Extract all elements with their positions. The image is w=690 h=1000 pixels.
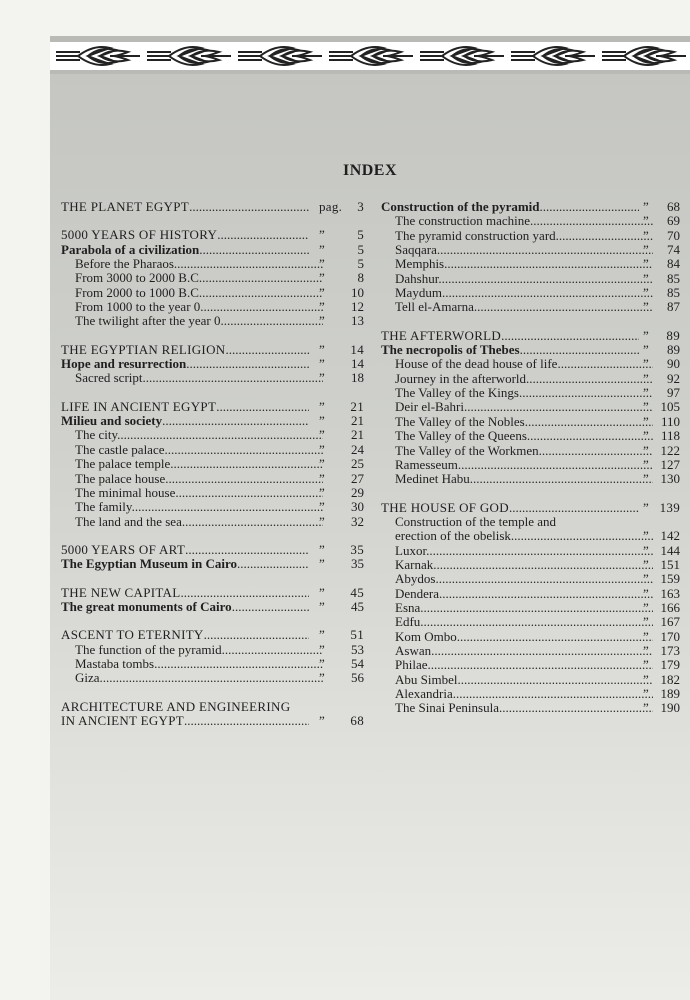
entry-page-number: 14 [350, 341, 364, 357]
index-entry [61, 643, 364, 657]
index-entry [61, 257, 364, 271]
entry-ditto-mark: ” [319, 513, 325, 529]
entry-page-number: 130 [660, 471, 680, 487]
index-entry [381, 587, 680, 601]
entry-title: Dahshur ..... [381, 272, 653, 286]
entry-title: Philae ..... [381, 658, 653, 672]
entry-title: The great monuments of Cairo ..... [61, 600, 309, 614]
entry-page-number: 189 [660, 686, 680, 701]
entry-page-number: 21 [351, 427, 364, 443]
index-entry [61, 343, 364, 357]
entry-title: The twilight after the year 0 ..... [61, 314, 323, 328]
entry-ditto-mark: ” [319, 227, 326, 243]
entry-page-number: 35 [351, 556, 364, 572]
index-entry [381, 472, 680, 486]
entry-title: IN ANCIENT EGYPT ..... [61, 714, 309, 728]
entry-page-number: 89 [667, 342, 680, 358]
entry-page-number: 53 [351, 641, 364, 657]
entry-ditto-mark: ” [319, 341, 326, 357]
entry-ditto-mark: ” [319, 398, 326, 414]
entry-page-number: 118 [660, 428, 680, 444]
entry-ditto-mark: ” [643, 385, 649, 401]
index-entry [381, 243, 680, 257]
entry-title: From 3000 to 2000 B.C ..... [61, 271, 323, 285]
entry-ditto-mark: ” [319, 427, 325, 443]
entry-title: From 1000 to the year 0 ..... [61, 300, 323, 314]
entry-ditto-mark: ” [643, 299, 649, 315]
entry-title: Deir el-Bahri ..... [381, 400, 653, 414]
entry-ditto-mark: ” [319, 313, 325, 329]
entry-page-number: 85 [667, 270, 680, 286]
entry-page-number: 24 [351, 441, 364, 457]
index-entry [61, 457, 364, 471]
entry-page-number: 21 [351, 413, 364, 429]
index-entry [61, 428, 364, 442]
entry-ditto-mark: ” [643, 542, 649, 558]
entry-page-number: 51 [350, 627, 364, 643]
index-entry [61, 500, 364, 514]
index-entry [61, 515, 364, 529]
entry-page-number: 35 [350, 541, 364, 557]
entry-title: Luxor ..... [381, 544, 653, 558]
entry-page-number: 69 [667, 213, 680, 229]
entry-title: Alexandria ..... [381, 687, 653, 701]
index-entry [61, 414, 364, 428]
index-entry [61, 443, 364, 457]
wheat-ornament-icon [50, 42, 690, 70]
index-entry [61, 600, 364, 614]
decorative-border-band [50, 36, 690, 74]
entry-title: Edfu ..... [381, 615, 653, 629]
index-entry [381, 300, 680, 314]
entry-ditto-mark: ” [643, 399, 649, 415]
entry-ditto-mark: ” [643, 413, 649, 429]
entry-title: THE EGYPTIAN RELIGION ..... [61, 343, 309, 357]
entry-title: Tell el-Amarna ..... [381, 300, 653, 314]
entry-page-number: 166 [660, 599, 680, 615]
entry-page-number: 5 [357, 241, 364, 257]
entry-ditto-mark: ” [319, 470, 325, 486]
entry-title: Esna ..... [381, 601, 653, 615]
index-left-column [61, 200, 364, 728]
entry-ditto-mark: ” [319, 356, 325, 372]
entry-ditto-mark: ” [643, 614, 649, 630]
entry-title: Memphis ..... [381, 257, 653, 271]
entry-page-number: 74 [667, 242, 680, 258]
entry-page-number: 110 [660, 413, 680, 429]
index-entry [381, 400, 680, 414]
entry-ditto-mark: ” [319, 541, 326, 557]
entry-page-number: 68 [667, 199, 680, 214]
entry-ditto-mark: ” [643, 700, 649, 716]
index-entry [381, 658, 680, 672]
entry-title: Journey in the afterworld ..... [381, 372, 653, 386]
entry-title: The Egyptian Museum in Cairo ..... [61, 557, 309, 571]
entry-ditto-mark: ” [643, 585, 649, 601]
entry-title: The minimal house ..... [61, 486, 323, 500]
entry-title: Construction of the temple and [395, 514, 557, 529]
entry-ditto-mark: ” [643, 528, 649, 544]
entry-ditto-mark: ” [319, 556, 325, 572]
entry-title: Saqqara ..... [381, 243, 653, 257]
entry-ditto-mark: ” [643, 285, 649, 301]
entry-page-number: 87 [667, 299, 680, 315]
entry-page-number: 70 [667, 227, 680, 243]
entry-ditto-mark: ” [319, 456, 325, 472]
entry-title: Parabola of a civilization ..... [61, 243, 309, 257]
entry-ditto-mark: ” [319, 584, 326, 600]
index-entry [381, 214, 680, 228]
entry-title: The palace house ..... [61, 472, 323, 486]
entry-title: Giza ..... [61, 671, 323, 685]
entry-page-number: 92 [667, 370, 680, 386]
entry-page-number: 5 [357, 256, 364, 272]
entry-ditto-mark: ” [319, 627, 326, 643]
entry-title: The castle palace ..... [61, 443, 323, 457]
entry-ditto-mark: ” [643, 499, 650, 515]
entry-title: LIFE IN ANCIENT EGYPT ..... [61, 400, 309, 414]
index-entry [381, 515, 680, 529]
entry-title: Aswan ..... [381, 644, 653, 658]
index-entry [381, 357, 680, 371]
index-entry [61, 357, 364, 371]
index-entry [61, 400, 364, 414]
entry-title: The city ..... [61, 428, 323, 442]
entry-ditto-mark: ” [643, 270, 649, 286]
entry-page-number: 144 [660, 542, 680, 558]
entry-ditto-mark: ” [643, 227, 649, 243]
entry-title: Abu Simbel ..... [381, 673, 653, 687]
entry-page-number: 14 [351, 356, 364, 372]
entry-ditto-mark: ” [643, 213, 649, 229]
entry-ditto-mark: ” [319, 270, 325, 286]
entry-ditto-mark: ” [319, 655, 325, 671]
index-entry [61, 243, 364, 257]
index-entry [381, 372, 680, 386]
entry-title: The necropolis of Thebes ..... [381, 343, 639, 357]
entry-ditto-mark: ” [643, 686, 649, 701]
entry-title: ASCENT TO ETERNITY ..... [61, 628, 309, 642]
index-entry [381, 644, 680, 658]
entry-title: Sacred script ..... [61, 371, 323, 385]
entry-title: The palace temple ..... [61, 457, 323, 471]
entry-page-number: 68 [350, 712, 364, 728]
index-entry [381, 673, 680, 687]
index-entry [381, 544, 680, 558]
entry-title: THE HOUSE OF GOD ..... [381, 501, 639, 515]
entry-title: Maydum ..... [381, 286, 653, 300]
entry-title: The construction machine ..... [381, 214, 653, 228]
entry-ditto-mark: ” [643, 199, 649, 214]
entry-ditto-mark: ” [319, 670, 325, 686]
entry-page-number: 5 [357, 227, 364, 243]
page-title: INDEX [342, 162, 398, 179]
entry-title: THE NEW CAPITAL ..... [61, 586, 309, 600]
entry-page-number: 21 [350, 398, 364, 414]
index-entry [61, 628, 364, 642]
entry-title: Dendera ..... [381, 587, 653, 601]
entry-ditto-mark: ” [643, 556, 649, 572]
entry-title: 5000 YEARS OF ART ..... [61, 543, 309, 557]
index-page [50, 36, 690, 1000]
entry-ditto-mark: ” [643, 256, 649, 272]
entry-title: Before the Pharaos ..... [61, 257, 323, 271]
index-entry [61, 200, 364, 214]
entry-ditto-mark: ” [643, 456, 649, 472]
entry-page-number: 32 [351, 513, 364, 529]
entry-ditto-mark: ” [319, 299, 325, 315]
entry-ditto-mark: ” [319, 484, 325, 500]
index-entry [61, 314, 364, 328]
entry-page-number: 142 [660, 528, 680, 544]
index-entry [381, 343, 680, 357]
entry-page-number: 170 [660, 628, 680, 644]
entry-title: Milieu and society ..... [61, 414, 309, 428]
entry-page-number: 139 [659, 499, 680, 515]
index-entry [61, 271, 364, 285]
entry-page-number: 163 [660, 585, 680, 601]
entry-ditto-mark: ” [643, 599, 649, 615]
entry-title: The family ..... [61, 500, 323, 514]
entry-ditto-mark: ” [643, 342, 649, 358]
entry-page-number: 8 [357, 270, 364, 286]
entry-title: erection of the obelisk ..... [381, 529, 653, 543]
index-entry [381, 429, 680, 443]
index-entry [61, 371, 364, 385]
entry-title: The land and the sea ..... [61, 515, 323, 529]
entry-page-number: 56 [351, 670, 364, 686]
entry-page-number: 179 [660, 657, 680, 673]
entry-title: The pyramid construction yard ..... [381, 229, 653, 243]
index-entry [381, 615, 680, 629]
entry-page-number: 122 [660, 442, 680, 458]
entry-ditto-mark: pag. [319, 199, 343, 214]
index-entry [381, 257, 680, 271]
index-entry [61, 300, 364, 314]
entry-page-number: 10 [351, 284, 364, 300]
entry-ditto-mark: ” [319, 441, 325, 457]
entry-ditto-mark: ” [643, 571, 649, 587]
index-entry [381, 501, 680, 515]
entry-page-number: 167 [660, 614, 680, 630]
entry-title: House of the dead house of life ..... [381, 357, 653, 371]
entry-title: The Valley of the Kings ..... [381, 386, 653, 400]
entry-page-number: 182 [660, 671, 680, 687]
entry-ditto-mark: ” [643, 642, 649, 658]
index-entry [381, 630, 680, 644]
entry-page-number: 85 [667, 285, 680, 301]
entry-ditto-mark: ” [643, 671, 649, 687]
entry-ditto-mark: ” [319, 641, 325, 657]
entry-ditto-mark: ” [643, 657, 649, 673]
index-entry [61, 543, 364, 557]
entry-page-number: 12 [351, 299, 364, 315]
entry-page-number: 89 [666, 327, 680, 343]
entry-title: Kom Ombo ..... [381, 630, 653, 644]
entry-ditto-mark: ” [643, 327, 650, 343]
entry-title: Abydos ..... [381, 572, 653, 586]
entry-title: Medinet Habu ..... [381, 472, 653, 486]
entry-title: The Sinai Peninsula ..... [381, 701, 653, 715]
entry-title: THE PLANET EGYPT ..... [61, 200, 309, 214]
index-entry [381, 572, 680, 586]
entry-ditto-mark: ” [319, 712, 326, 728]
index-entry [381, 329, 680, 343]
entry-ditto-mark: ” [319, 413, 325, 429]
entry-page-number: 84 [667, 256, 680, 272]
index-entry [381, 415, 680, 429]
index-entry [381, 272, 680, 286]
entry-title: Ramesseum ..... [381, 458, 653, 472]
index-entry [381, 286, 680, 300]
entry-title: Karnak ..... [381, 558, 653, 572]
index-entry [61, 486, 364, 500]
entry-ditto-mark: ” [319, 370, 325, 386]
index-entry [381, 701, 680, 715]
entry-ditto-mark: ” [643, 628, 649, 644]
index-entry [61, 700, 364, 714]
entry-ditto-mark: ” [643, 370, 649, 386]
index-entry [381, 458, 680, 472]
entry-page-number: 173 [660, 642, 680, 658]
entry-page-number: 190 [660, 700, 680, 716]
entry-ditto-mark: ” [643, 442, 649, 458]
entry-ditto-mark: ” [319, 598, 325, 614]
index-entry [61, 671, 364, 685]
entry-title: Mastaba tombs ..... [61, 657, 323, 671]
index-entry [61, 286, 364, 300]
index-entry [381, 229, 680, 243]
entry-title: From 2000 to 1000 B.C ..... [61, 286, 323, 300]
entry-title: The Valley of the Queens ..... [381, 429, 653, 443]
entry-page-number: 13 [351, 313, 364, 329]
entry-page-number: 105 [660, 399, 680, 415]
entry-title: Hope and resurrection ..... [61, 357, 309, 371]
entry-page-number: 18 [351, 370, 364, 386]
entry-title: 5000 YEARS OF HISTORY ..... [61, 228, 309, 242]
index-entry [61, 228, 364, 242]
entry-title: Construction of the pyramid ..... [381, 200, 639, 214]
entry-page-number: 97 [667, 385, 680, 401]
entry-title: The Valley of the Workmen ..... [381, 444, 653, 458]
entry-ditto-mark: ” [319, 499, 325, 515]
index-entry [381, 601, 680, 615]
entry-page-number: 90 [667, 356, 680, 372]
entry-ditto-mark: ” [643, 242, 649, 258]
entry-page-number: 159 [660, 571, 680, 587]
entry-page-number: 127 [660, 456, 680, 472]
entry-ditto-mark: ” [319, 241, 325, 257]
index-entry [381, 558, 680, 572]
entry-page-number: 3 [357, 199, 364, 214]
entry-page-number: 151 [660, 556, 680, 572]
entry-page-number: 29 [351, 484, 364, 500]
entry-ditto-mark: ” [643, 471, 649, 487]
entry-page-number: 54 [351, 655, 364, 671]
entry-ditto-mark: ” [319, 256, 325, 272]
entry-title: THE AFTERWORLD ..... [381, 329, 639, 343]
index-entry [61, 714, 364, 728]
entry-page-number: 27 [351, 470, 364, 486]
entry-title: The function of the pyramid ..... [61, 643, 323, 657]
entry-ditto-mark: ” [643, 428, 649, 444]
index-entry [61, 586, 364, 600]
index-entry [381, 200, 680, 214]
index-entry [61, 472, 364, 486]
entry-ditto-mark: ” [319, 284, 325, 300]
index-entry [381, 386, 680, 400]
entry-page-number: 25 [351, 456, 364, 472]
entry-title: ARCHITECTURE AND ENGINEERING [61, 699, 291, 714]
index-entry [61, 557, 364, 571]
entry-page-number: 45 [350, 584, 364, 600]
entry-page-number: 30 [351, 499, 364, 515]
entry-ditto-mark: ” [643, 356, 649, 372]
index-right-column [381, 200, 680, 716]
entry-title: The Valley of the Nobles ..... [381, 415, 653, 429]
index-entry [381, 529, 680, 543]
index-entry [61, 657, 364, 671]
index-entry [381, 687, 680, 701]
index-entry [381, 444, 680, 458]
entry-page-number: 45 [351, 598, 364, 614]
